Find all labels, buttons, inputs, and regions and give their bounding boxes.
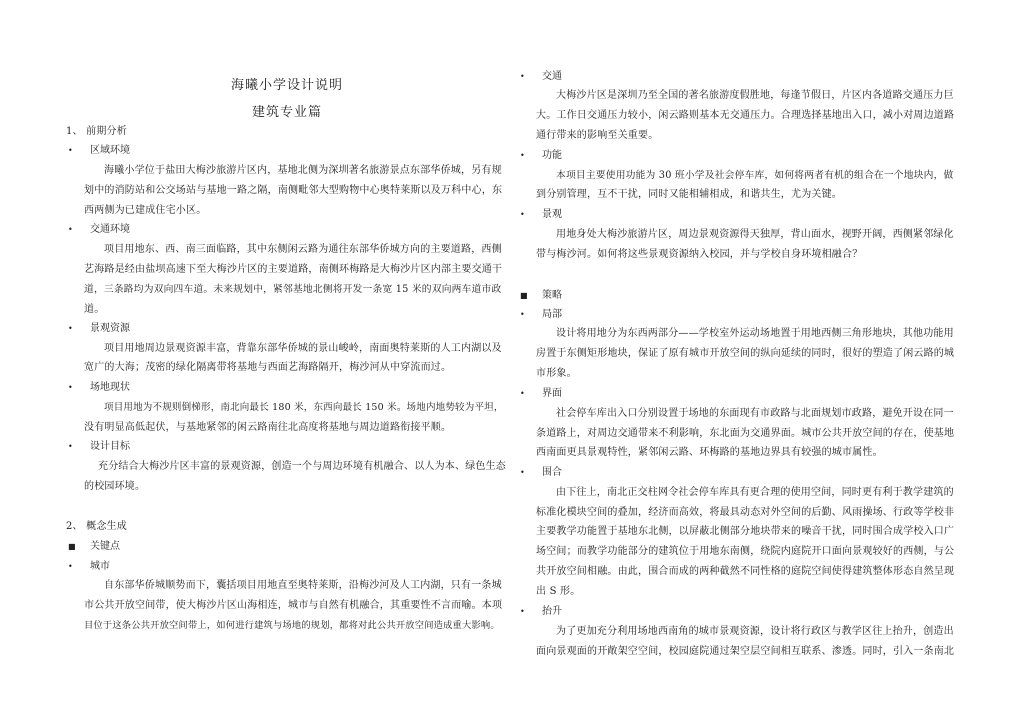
bullet-icon: • [520, 607, 525, 616]
item-label: 关键点 [90, 541, 120, 552]
paragraph-line: 场空间；而教学功能部分的建筑位于用地东南侧，绕院内庭院开口面向景观较好的西侧，与公 [536, 546, 955, 557]
bullet-traffic-env [68, 224, 130, 236]
paragraph-line: 艺海路是经由盐坝高速下至大梅沙片区的主要道路，南侧环梅路是大梅沙片区内部主要交通干 [84, 264, 503, 275]
item-label: 设计目标 [90, 441, 130, 452]
paragraph-line: 本项目主要使用功能为 30 班小学及社会停车库，如何将两者有机的组合在一个地块内，做 [556, 170, 954, 181]
square-bullet-key [68, 541, 120, 553]
paragraph-line: 划中的消防站和公交场站与基地一路之隔，南侧毗邻大型购物中心奥特莱斯以及万科中心，东 [84, 185, 503, 196]
square-bullet-icon: ■ [520, 291, 528, 300]
item-label: 策略 [542, 290, 562, 301]
paragraph-line: 项目用地周边景观资源丰富，背靠东部华侨城的景山峻岭，南面奥特莱斯的人工内湖以及 [104, 343, 502, 354]
paragraph-line: 充分结合大梅沙片区丰富的景观资源，创造一个与周边环境有机融合、以人为本、绿色生态 [98, 461, 506, 472]
document-title: 海曦小学设计说明 [230, 78, 343, 93]
paragraph-line: 西南面更具景观特性，紧邻闲云路、环梅路的基地边界具有较强的城市属性。 [536, 447, 883, 458]
paragraph-line: 面向景观面的开敞架空空间，校园庭院通过架空层空间相互联系、渗透。同时，引入一条南北 [536, 646, 955, 657]
paragraph-line: 宽广的大海；茂密的绿化隔离带将基地与西面艺海路隔开，梅沙河从中穿流而过。 [84, 362, 452, 373]
paragraph-line: 项目用地东、西、南三面临路，其中东侧闲云路为通往东部华侨城方向的主要道路，西侧 [104, 244, 502, 255]
bullet-icon: • [68, 383, 73, 392]
bullet-icon: • [68, 146, 73, 155]
paragraph-line: 项目用地为不规则倒梯形，南北向最长 180 米，东西向最长 150 米。场地内地势较为平坦， [104, 402, 504, 413]
paragraph-line: 自东部华侨城顺势而下，囊括项目用地直至奥特莱斯，沿梅沙河及人工内湖，只有一条城 [104, 580, 502, 591]
document-subtitle: 建筑专业篇 [251, 105, 322, 120]
bullet-city [68, 561, 110, 573]
bullet-icon: • [68, 442, 73, 451]
item-label: 功能 [542, 150, 562, 161]
paragraph-line: 为了更加充分利用场地西南角的城市景观资源，设计将行政区与教学区往上抬升，创造出 [556, 626, 954, 637]
item-label: 交通 [542, 71, 562, 82]
bullet-layout [520, 309, 562, 321]
paragraph-line: 市形象。 [536, 368, 577, 379]
bullet-icon: • [520, 151, 525, 160]
square-bullet-icon: ■ [68, 542, 76, 551]
bullet-icon: • [68, 562, 73, 571]
item-label: 抬升 [542, 606, 562, 617]
item-label: 城市 [90, 561, 110, 572]
bullet-icon: • [520, 389, 525, 398]
paragraph-line: 市公共开放空间带，使大梅沙片区山海相连，城市与自然有机融合，其重要性不言而喻。本项 [84, 600, 503, 611]
paragraph-line: 道，三条路均为双向四车道。未来规划中，紧邻基地北侧将开发一条宽 15 米的双向两车道市政 [84, 284, 502, 295]
bullet-icon: • [520, 72, 525, 81]
bullet-function [520, 150, 562, 162]
bullet-icon: • [68, 324, 73, 333]
paragraph-line: 社会停车库出入口分别设置于场地的东面现有市政路与北面规划市政路，避免开设在同一 [556, 408, 954, 419]
paragraph-line: 标准化模块空间的叠加，经济而高效，将最具动态对外空间的后勤、风雨操场、行政等学校非 [536, 507, 955, 518]
paragraph-line: 海曦小学位于盐田大梅沙旅游片区内，基地北侧为深圳著名旅游景点东部华侨城，另有规 [104, 165, 502, 176]
bullet-icon: • [68, 225, 73, 234]
section-2-heading: 2、 概念生成 [66, 521, 127, 532]
paragraph-line: 用地身处大梅沙旅游片区，周边景观资源得天独厚，背山面水，视野开阔，西侧紧邻绿化 [556, 229, 954, 240]
paragraph-line: 房置于东侧矩形地块，保证了原有城市开放空间的纵向延续的同时，很好的塑造了闲云路的城 [536, 348, 955, 359]
bullet-enclosure [520, 467, 562, 479]
paragraph-line: 条道路上，对周边交通带来不利影响，东北面为交通界面。城市公共开放空间的存在，使基地 [536, 428, 955, 439]
paragraph-line: 共开放空间相融。由此，围合而成的两种截然不同性格的庭院空间使得建筑整体形态自然呈现 [536, 566, 955, 577]
bullet-icon: • [520, 210, 525, 219]
paragraph-line: 由下往上，南北正交柱网令社会停车库具有更合理的使用空间，同时更有利于教学建筑的 [556, 487, 954, 498]
item-label: 界面 [542, 388, 562, 399]
item-label: 交通环境 [90, 224, 130, 235]
bullet-scenery [520, 209, 562, 221]
bullet-goal [68, 441, 130, 453]
paragraph-line: 出 S 形。 [536, 586, 581, 597]
bullet-landscape [68, 323, 130, 335]
paragraph-line: 西两侧为已建成住宅小区。 [84, 205, 207, 216]
paragraph-line: 的校园环境。 [84, 481, 146, 492]
item-label: 区域环境 [90, 145, 130, 156]
paragraph-line: 主要教学功能置于基地东北侧，以屏蔽北侧部分地块带来的噪音干扰，同时围合成学校入口广 [536, 526, 955, 537]
item-label: 景观 [542, 209, 562, 220]
paragraph-line: 道。 [84, 304, 105, 315]
item-label: 场地现状 [90, 382, 130, 393]
bullet-traffic [520, 71, 562, 83]
item-label: 景观资源 [90, 323, 130, 334]
bullet-area [68, 145, 130, 157]
bullet-site [68, 382, 130, 394]
bullet-icon: • [520, 310, 525, 319]
paragraph-line: 大梅沙片区是深圳乃至全国的著名旅游度假胜地，每逢节假日，片区内各道路交通压力巨 [556, 90, 954, 101]
paragraph-line: 目位于这条公共开放空间带上，如何进行建筑与场地的规划，都将对此公共开放空间造成重大影响。 [84, 620, 500, 631]
bullet-lift [520, 606, 562, 618]
bullet-interface [520, 388, 562, 400]
bullet-icon: • [520, 468, 525, 477]
item-label: 围合 [542, 467, 562, 478]
section-1-heading: 1、 前期分析 [66, 126, 127, 137]
paragraph-line: 到分别管理，互不干扰，同时又能相辅相成，和谐共生，尤为关键。 [536, 189, 842, 200]
paragraph-line: 带与梅沙河。如何将这些景观资源纳入校园，并与学校自身环境相融合？ [536, 249, 863, 260]
paragraph-line: 大。工作日交通压力较小，闲云路则基本无交通压力。合理选择基地出入口，减小对周边道路 [536, 110, 955, 121]
paragraph-line: 没有明显高低起伏，与基地紧邻的闲云路南往北高度将基地与周边道路衔接平顺。 [84, 422, 452, 433]
square-bullet-strategy [520, 290, 562, 302]
paragraph-line: 通行带来的影响至关重要。 [536, 130, 659, 141]
paragraph-line: 设计将用地分为东西两部分——学校室外运动场地置于用地西侧三角形地块，其他功能用 [556, 328, 954, 339]
item-label: 局部 [542, 309, 562, 320]
